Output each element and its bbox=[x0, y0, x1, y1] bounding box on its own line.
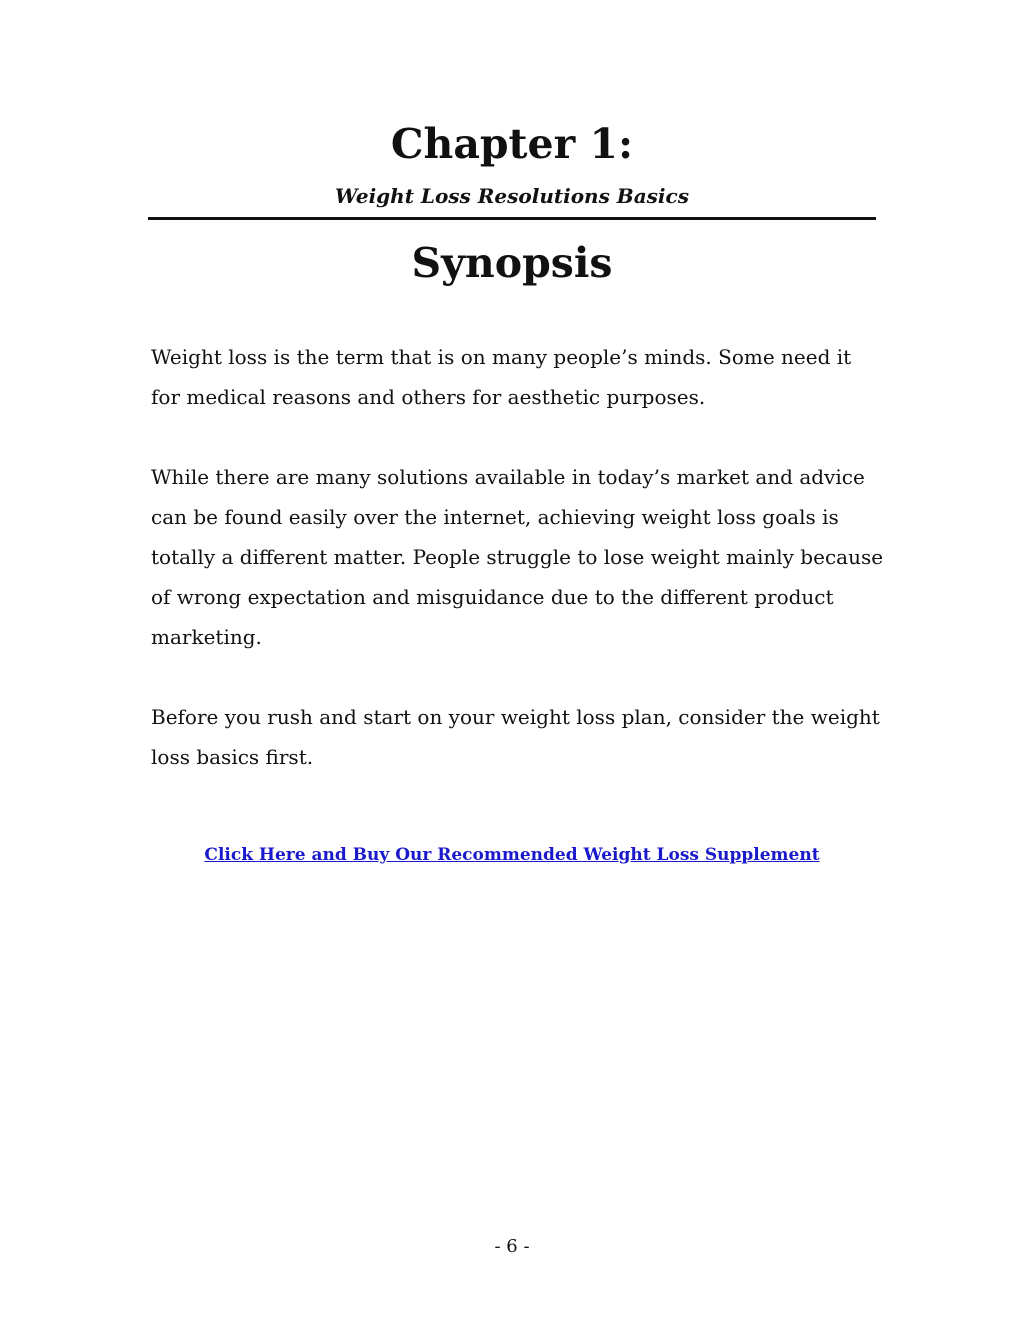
paragraph: While there are many solutions available in today’s market and advice can be found easily over the internet, achieving weight loss goals is totally a different matter. People struggle to lose weight mainly because of wrong expectation and misguidance due to the different product marketing. bbox=[151, 465, 884, 649]
paragraph: Weight loss is the term that is on many people’s minds. Some need it for medical reasons and others for aesthetic purposes. bbox=[151, 345, 852, 409]
paragraph: Before you rush and start on your weight loss plan, consider the weight loss basics first. bbox=[151, 705, 880, 769]
cta-container bbox=[0, 842, 1024, 868]
buy-supplement-link[interactable]: Click Here and Buy Our Recommended Weight Loss Supplement bbox=[204, 845, 820, 865]
header-divider bbox=[148, 217, 876, 220]
chapter-subtitle: Weight Loss Resolutions Basics bbox=[335, 184, 689, 208]
chapter-title: Chapter 1: bbox=[390, 120, 634, 168]
body-text bbox=[151, 337, 886, 817]
section-title: Synopsis bbox=[411, 239, 613, 287]
page-number: - 6 - bbox=[494, 1236, 530, 1257]
